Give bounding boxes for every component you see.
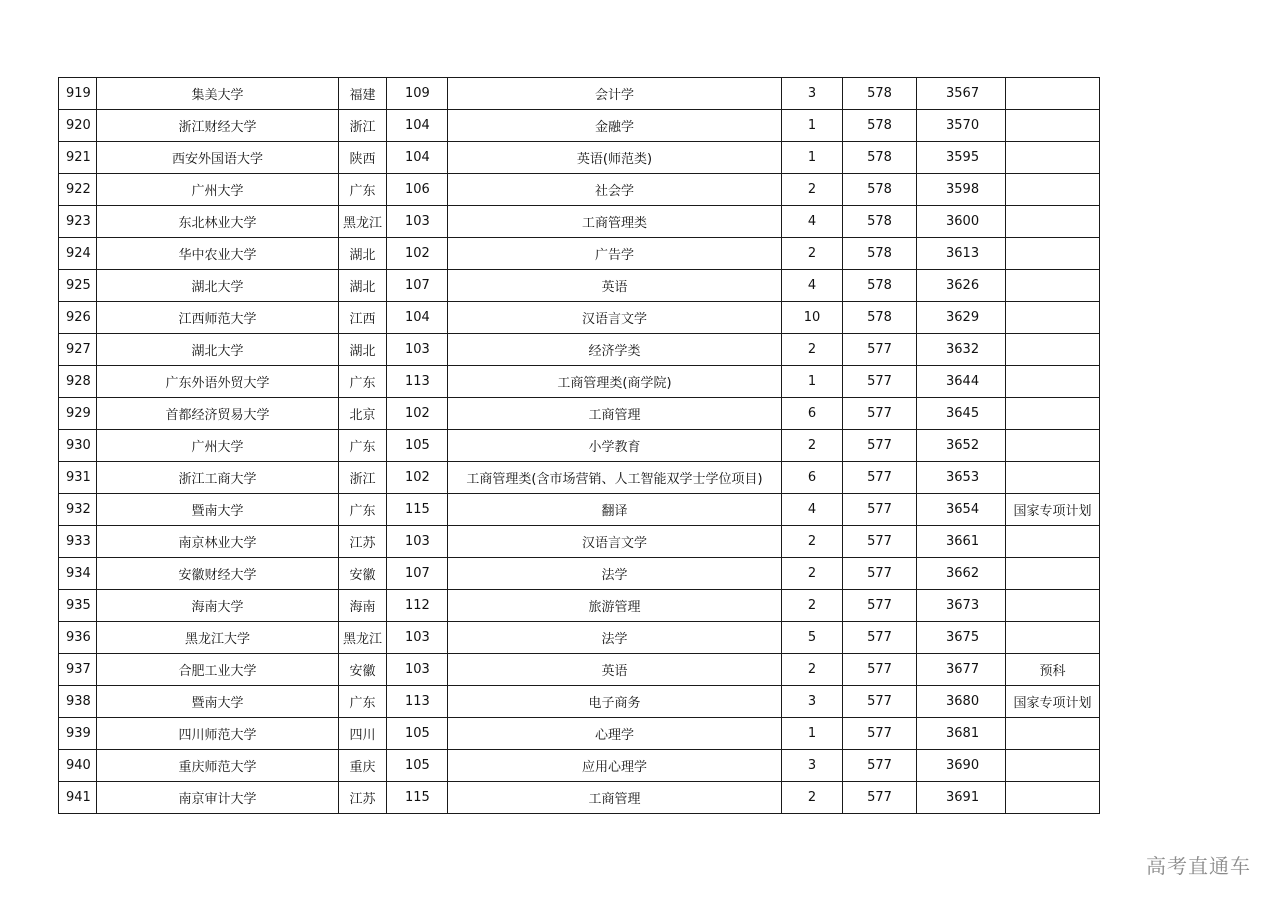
cell-province: 福建 — [339, 78, 387, 110]
table-row — [59, 238, 1100, 270]
cell-min-rank: 3613 — [917, 238, 1006, 270]
cell-major: 金融学 — [448, 110, 782, 142]
cell-major: 经济学类 — [448, 334, 782, 366]
cell-min-rank: 3632 — [917, 334, 1006, 366]
cell-major: 工商管理类 — [448, 206, 782, 238]
table-row — [59, 110, 1100, 142]
cell-province: 湖北 — [339, 270, 387, 302]
cell-number: 920 — [59, 110, 97, 142]
cell-province: 广东 — [339, 366, 387, 398]
cell-major: 小学教育 — [448, 430, 782, 462]
cell-min-rank: 3653 — [917, 462, 1006, 494]
cell-number: 927 — [59, 334, 97, 366]
cell-province: 湖北 — [339, 238, 387, 270]
cell-min-score: 578 — [843, 238, 917, 270]
cell-major: 法学 — [448, 622, 782, 654]
table-row — [59, 654, 1100, 686]
cell-major: 会计学 — [448, 78, 782, 110]
table-row — [59, 718, 1100, 750]
table-row — [59, 590, 1100, 622]
cell-province: 湖北 — [339, 334, 387, 366]
cell-school: 黑龙江大学 — [97, 622, 339, 654]
cell-plan-count: 1 — [782, 366, 843, 398]
cell-note — [1006, 718, 1100, 750]
cell-note — [1006, 526, 1100, 558]
cell-school: 集美大学 — [97, 78, 339, 110]
cell-min-score: 577 — [843, 686, 917, 718]
table-row — [59, 398, 1100, 430]
cell-school: 合肥工业大学 — [97, 654, 339, 686]
cell-province: 安徽 — [339, 654, 387, 686]
cell-note: 国家专项计划 — [1006, 686, 1100, 718]
cell-plan-count: 1 — [782, 110, 843, 142]
cell-school: 湖北大学 — [97, 270, 339, 302]
cell-province: 广东 — [339, 686, 387, 718]
table-row — [59, 334, 1100, 366]
cell-min-rank: 3595 — [917, 142, 1006, 174]
cell-plan-count: 3 — [782, 78, 843, 110]
cell-note — [1006, 366, 1100, 398]
cell-major-code: 106 — [387, 174, 448, 206]
cell-major: 工商管理类(含市场营销、人工智能双学士学位项目) — [448, 462, 782, 494]
cell-school: 首都经济贸易大学 — [97, 398, 339, 430]
cell-number: 941 — [59, 782, 97, 814]
cell-note — [1006, 302, 1100, 334]
cell-major: 英语 — [448, 654, 782, 686]
cell-note — [1006, 78, 1100, 110]
cell-note — [1006, 430, 1100, 462]
cell-min-rank: 3652 — [917, 430, 1006, 462]
cell-min-rank: 3600 — [917, 206, 1006, 238]
cell-min-score: 577 — [843, 526, 917, 558]
cell-school: 安徽财经大学 — [97, 558, 339, 590]
table-row — [59, 206, 1100, 238]
cell-major-code: 102 — [387, 238, 448, 270]
cell-plan-count: 1 — [782, 142, 843, 174]
cell-min-rank: 3691 — [917, 782, 1006, 814]
cell-major: 广告学 — [448, 238, 782, 270]
cell-school: 西安外国语大学 — [97, 142, 339, 174]
table-row — [59, 494, 1100, 526]
cell-major-code: 104 — [387, 142, 448, 174]
cell-province: 安徽 — [339, 558, 387, 590]
cell-plan-count: 2 — [782, 174, 843, 206]
cell-plan-count: 3 — [782, 686, 843, 718]
table-row — [59, 782, 1100, 814]
cell-major-code: 103 — [387, 334, 448, 366]
cell-number: 938 — [59, 686, 97, 718]
cell-note: 预科 — [1006, 654, 1100, 686]
cell-number: 932 — [59, 494, 97, 526]
cell-min-score: 577 — [843, 334, 917, 366]
cell-min-rank: 3680 — [917, 686, 1006, 718]
cell-plan-count: 5 — [782, 622, 843, 654]
cell-plan-count: 10 — [782, 302, 843, 334]
cell-major-code: 103 — [387, 654, 448, 686]
cell-school: 华中农业大学 — [97, 238, 339, 270]
cell-number: 934 — [59, 558, 97, 590]
cell-number: 923 — [59, 206, 97, 238]
cell-min-rank: 3645 — [917, 398, 1006, 430]
cell-plan-count: 6 — [782, 462, 843, 494]
cell-major: 电子商务 — [448, 686, 782, 718]
cell-min-rank: 3567 — [917, 78, 1006, 110]
cell-plan-count: 2 — [782, 238, 843, 270]
cell-number: 939 — [59, 718, 97, 750]
table-row — [59, 78, 1100, 110]
cell-plan-count: 2 — [782, 430, 843, 462]
cell-major-code: 104 — [387, 302, 448, 334]
cell-min-score: 577 — [843, 366, 917, 398]
cell-major-code: 104 — [387, 110, 448, 142]
cell-major-code: 115 — [387, 494, 448, 526]
cell-province: 黑龙江 — [339, 206, 387, 238]
cell-major: 汉语言文学 — [448, 526, 782, 558]
cell-province: 广东 — [339, 494, 387, 526]
cell-min-rank: 3681 — [917, 718, 1006, 750]
cell-number: 931 — [59, 462, 97, 494]
cell-min-rank: 3626 — [917, 270, 1006, 302]
cell-school: 重庆师范大学 — [97, 750, 339, 782]
cell-min-score: 578 — [843, 110, 917, 142]
cell-note — [1006, 174, 1100, 206]
cell-note — [1006, 238, 1100, 270]
cell-plan-count: 4 — [782, 270, 843, 302]
cell-province: 四川 — [339, 718, 387, 750]
cell-note — [1006, 782, 1100, 814]
cell-major: 翻译 — [448, 494, 782, 526]
cell-note — [1006, 142, 1100, 174]
cell-school: 暨南大学 — [97, 494, 339, 526]
cell-province: 浙江 — [339, 110, 387, 142]
cell-major: 工商管理 — [448, 782, 782, 814]
cell-min-rank: 3644 — [917, 366, 1006, 398]
cell-min-rank: 3675 — [917, 622, 1006, 654]
cell-province: 江西 — [339, 302, 387, 334]
cell-min-score: 577 — [843, 558, 917, 590]
table-row — [59, 526, 1100, 558]
cell-province: 广东 — [339, 430, 387, 462]
cell-min-score: 578 — [843, 270, 917, 302]
cell-major-code: 113 — [387, 686, 448, 718]
cell-note — [1006, 462, 1100, 494]
table-row — [59, 302, 1100, 334]
cell-number: 921 — [59, 142, 97, 174]
cell-school: 浙江财经大学 — [97, 110, 339, 142]
cell-min-score: 577 — [843, 462, 917, 494]
admissions-table — [58, 77, 1100, 814]
table-row — [59, 430, 1100, 462]
cell-school: 广州大学 — [97, 174, 339, 206]
cell-province: 北京 — [339, 398, 387, 430]
cell-major-code: 107 — [387, 558, 448, 590]
table-row — [59, 270, 1100, 302]
cell-major-code: 103 — [387, 526, 448, 558]
cell-min-score: 577 — [843, 782, 917, 814]
cell-note — [1006, 750, 1100, 782]
cell-major-code: 107 — [387, 270, 448, 302]
table-body — [59, 78, 1100, 814]
cell-plan-count: 2 — [782, 590, 843, 622]
cell-min-rank: 3598 — [917, 174, 1006, 206]
cell-plan-count: 6 — [782, 398, 843, 430]
cell-major: 旅游管理 — [448, 590, 782, 622]
cell-school: 东北林业大学 — [97, 206, 339, 238]
cell-note — [1006, 206, 1100, 238]
cell-major: 英语 — [448, 270, 782, 302]
cell-major-code: 103 — [387, 206, 448, 238]
table-row — [59, 558, 1100, 590]
cell-school: 湖北大学 — [97, 334, 339, 366]
cell-province: 江苏 — [339, 782, 387, 814]
cell-plan-count: 2 — [782, 782, 843, 814]
cell-note — [1006, 398, 1100, 430]
cell-note — [1006, 590, 1100, 622]
cell-major: 应用心理学 — [448, 750, 782, 782]
table-row — [59, 174, 1100, 206]
cell-major: 工商管理类(商学院) — [448, 366, 782, 398]
cell-min-score: 577 — [843, 430, 917, 462]
cell-note — [1006, 334, 1100, 366]
cell-min-rank: 3661 — [917, 526, 1006, 558]
cell-province: 江苏 — [339, 526, 387, 558]
cell-number: 937 — [59, 654, 97, 686]
cell-plan-count: 2 — [782, 654, 843, 686]
table-row — [59, 142, 1100, 174]
table-row — [59, 750, 1100, 782]
cell-school: 南京林业大学 — [97, 526, 339, 558]
cell-min-score: 577 — [843, 654, 917, 686]
cell-min-rank: 3570 — [917, 110, 1006, 142]
cell-major: 工商管理 — [448, 398, 782, 430]
cell-major-code: 103 — [387, 622, 448, 654]
cell-number: 929 — [59, 398, 97, 430]
cell-min-rank: 3677 — [917, 654, 1006, 686]
cell-major: 心理学 — [448, 718, 782, 750]
cell-major-code: 105 — [387, 430, 448, 462]
cell-note — [1006, 270, 1100, 302]
cell-province: 陕西 — [339, 142, 387, 174]
cell-plan-count: 2 — [782, 526, 843, 558]
cell-number: 919 — [59, 78, 97, 110]
cell-number: 925 — [59, 270, 97, 302]
table-row — [59, 622, 1100, 654]
cell-min-score: 578 — [843, 302, 917, 334]
cell-min-score: 578 — [843, 142, 917, 174]
cell-min-score: 577 — [843, 622, 917, 654]
cell-province: 海南 — [339, 590, 387, 622]
cell-major-code: 113 — [387, 366, 448, 398]
cell-major-code: 102 — [387, 462, 448, 494]
cell-province: 黑龙江 — [339, 622, 387, 654]
cell-school: 四川师范大学 — [97, 718, 339, 750]
cell-number: 933 — [59, 526, 97, 558]
cell-major-code: 105 — [387, 718, 448, 750]
cell-min-score: 577 — [843, 718, 917, 750]
watermark-text: 高考直通车 — [1146, 854, 1251, 878]
cell-note — [1006, 110, 1100, 142]
cell-number: 940 — [59, 750, 97, 782]
cell-min-rank: 3690 — [917, 750, 1006, 782]
cell-number: 922 — [59, 174, 97, 206]
cell-min-score: 578 — [843, 78, 917, 110]
cell-major: 法学 — [448, 558, 782, 590]
cell-number: 936 — [59, 622, 97, 654]
table-row — [59, 686, 1100, 718]
cell-min-score: 577 — [843, 750, 917, 782]
cell-province: 浙江 — [339, 462, 387, 494]
cell-school: 海南大学 — [97, 590, 339, 622]
cell-min-score: 578 — [843, 174, 917, 206]
cell-major: 汉语言文学 — [448, 302, 782, 334]
cell-school: 广东外语外贸大学 — [97, 366, 339, 398]
cell-school: 南京审计大学 — [97, 782, 339, 814]
cell-note — [1006, 558, 1100, 590]
cell-note — [1006, 622, 1100, 654]
cell-plan-count: 4 — [782, 494, 843, 526]
cell-plan-count: 1 — [782, 718, 843, 750]
cell-number: 926 — [59, 302, 97, 334]
cell-major: 社会学 — [448, 174, 782, 206]
cell-min-score: 577 — [843, 494, 917, 526]
cell-school: 浙江工商大学 — [97, 462, 339, 494]
cell-number: 930 — [59, 430, 97, 462]
cell-min-rank: 3654 — [917, 494, 1006, 526]
cell-province: 重庆 — [339, 750, 387, 782]
cell-min-rank: 3673 — [917, 590, 1006, 622]
cell-major-code: 105 — [387, 750, 448, 782]
cell-number: 928 — [59, 366, 97, 398]
cell-major-code: 115 — [387, 782, 448, 814]
cell-school: 江西师范大学 — [97, 302, 339, 334]
cell-min-rank: 3662 — [917, 558, 1006, 590]
table-row — [59, 366, 1100, 398]
cell-min-score: 577 — [843, 590, 917, 622]
cell-school: 暨南大学 — [97, 686, 339, 718]
table-row — [59, 462, 1100, 494]
cell-major-code: 102 — [387, 398, 448, 430]
cell-school: 广州大学 — [97, 430, 339, 462]
cell-plan-count: 2 — [782, 334, 843, 366]
cell-plan-count: 3 — [782, 750, 843, 782]
cell-min-rank: 3629 — [917, 302, 1006, 334]
cell-major-code: 112 — [387, 590, 448, 622]
cell-plan-count: 2 — [782, 558, 843, 590]
cell-major-code: 109 — [387, 78, 448, 110]
cell-min-score: 577 — [843, 398, 917, 430]
cell-major: 英语(师范类) — [448, 142, 782, 174]
cell-number: 924 — [59, 238, 97, 270]
cell-plan-count: 4 — [782, 206, 843, 238]
cell-note: 国家专项计划 — [1006, 494, 1100, 526]
cell-province: 广东 — [339, 174, 387, 206]
cell-number: 935 — [59, 590, 97, 622]
cell-min-score: 578 — [843, 206, 917, 238]
